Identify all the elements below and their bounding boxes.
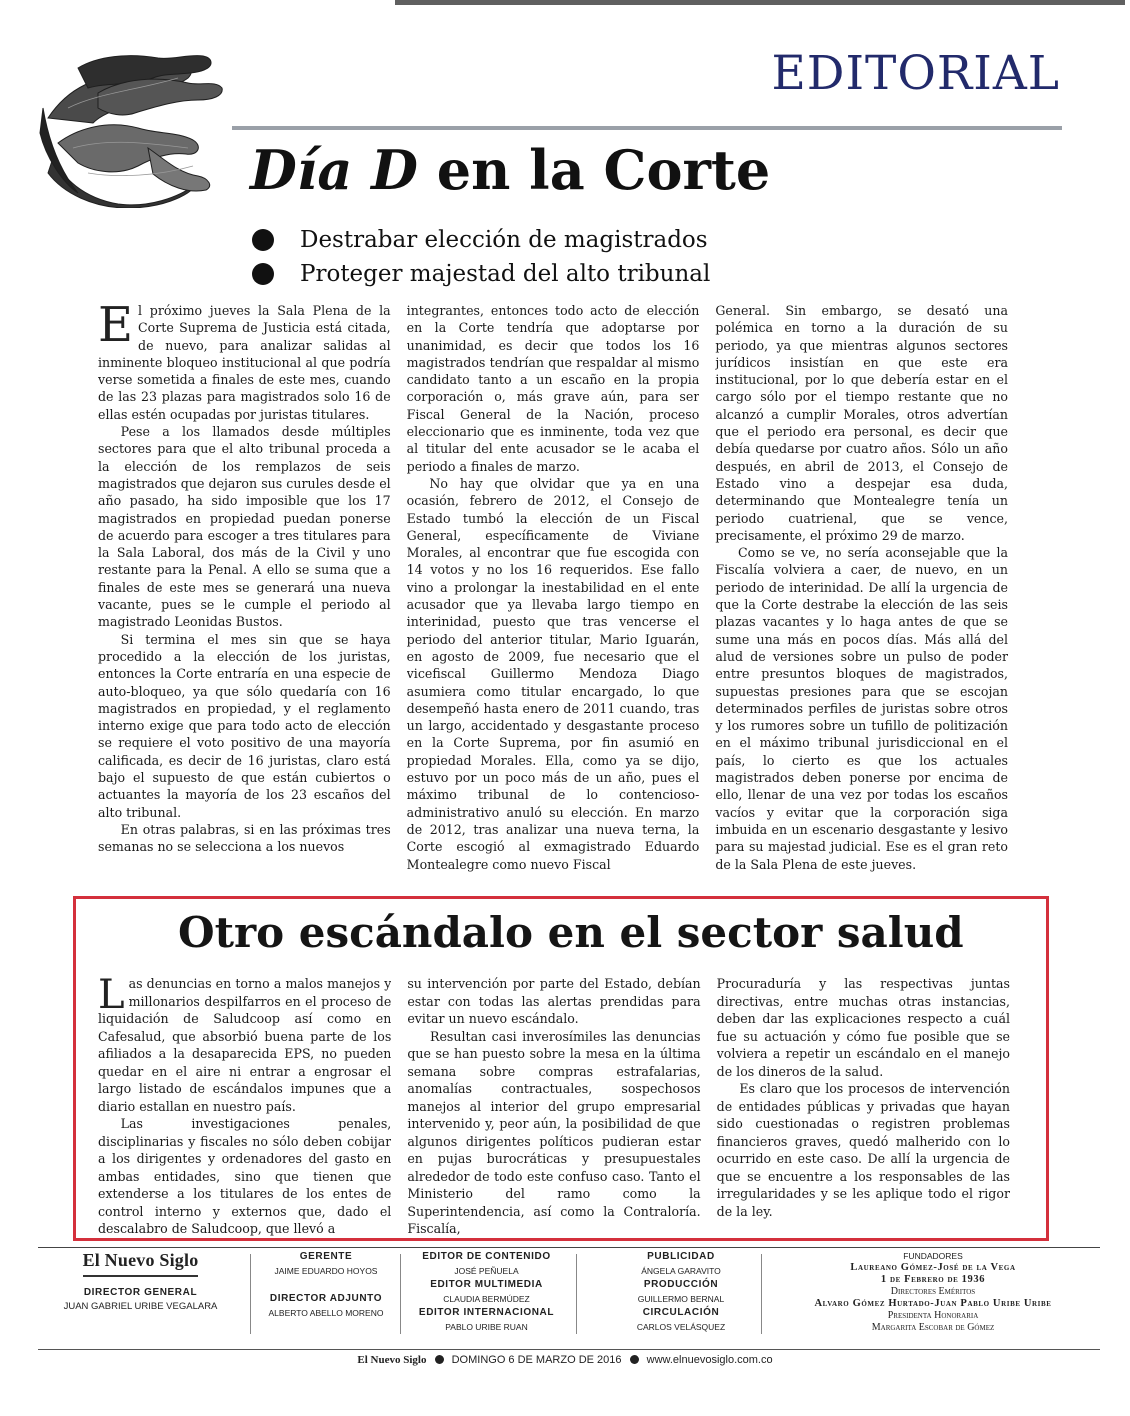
bullet-text: Proteger majestad del alto tribunal xyxy=(300,261,711,287)
paragraph: Si termina el mes sin que se haya procedido a la elección de los juristas, entonces la Corte entraría en una especie de auto-bloqueo, ya que sólo quedaría con 16 magistrados en propiedad, y el reglamento interno exige que para todo acto de elección se requiere el voto positivo de una mayoría calificada, es decir de 16 juristas, claro está bajo el supuesto de que están cubiertos o actuantes la mayoría de los 23 escaños del alto tribunal. xyxy=(98,631,391,820)
second-column-2 xyxy=(407,975,700,1238)
staff-title: FUNDADORES xyxy=(903,1251,963,1261)
staff-title: PRODUCCIÓN xyxy=(643,1279,719,1290)
staff-title: EDITOR DE CONTENIDO xyxy=(422,1251,551,1262)
newspaper-logo: El Nuevo Siglo xyxy=(83,1250,199,1277)
bullet-separator-icon xyxy=(435,1355,444,1364)
staff-title: DIRECTOR ADJUNTO xyxy=(269,1293,383,1304)
bullet-separator-icon xyxy=(630,1355,639,1364)
staff-title: GERENTE xyxy=(299,1251,353,1262)
footer-date: DOMINGO 6 DE MARZO DE 2016 xyxy=(451,1354,622,1366)
staff-name: PABLO URIBE RUAN xyxy=(445,1322,528,1332)
editorial-column-1 xyxy=(98,302,391,873)
editorial-column-3 xyxy=(715,302,1008,873)
paragraph: Las investigaciones penales, disciplinarias y fiscales no sólo deben cobijar a los dirigentes y ordenadores del gasto en ambas entidades, sino que tienen que extenderse a los titulares de los entes de control interno y externos que, dado el descalabro de Saludcoop, que llevó a xyxy=(98,1116,392,1236)
editorial-column-2 xyxy=(407,302,700,873)
paragraph: No hay que olvidar que ya en una ocasión, febrero de 2012, el Consejo de Estado tumbó la elección de un Fiscal General, específicamente de Viviane Morales, al encontrar que fue escogida con 14 votos y no los 16 requeridos. Ese fallo vino a prolongar la inestabilidad en el ente acusador que ya llevaba largo tiempo en interinidad, puesto que tras vencerse el periodo del anterior titular, Mario Iguarán, en agosto de 2009, fue necesario que el vicefiscal Guillermo Mendoza Diago asumiera como titular encargado, lo que desempeñó hasta enero de 2011 cuando, tras un largo, accidentado y desgastante proceso en la Corte Suprema, por fin asumió en propiedad Morales. Ella, como ya se dijo, estuvo por un poco más de un año, pues el máximo tribunal de lo contencioso-administrativo anuló su elección. En marzo de 2012, tras analizar una nueva terna, la Corte escogió al exmagistrado Eduardo Montealegre como nuevo Fiscal xyxy=(406,475,700,872)
page-footer xyxy=(0,1354,1130,1366)
staff-name: JAIME EDUARDO HOYOS xyxy=(274,1266,378,1276)
headline-rest: en la Corte xyxy=(417,138,771,202)
drop-cap: E xyxy=(98,302,134,353)
staff-name: ALBERTO ABELLO MORENO xyxy=(268,1308,384,1318)
paragraph: Como se ve, no sería aconsejable que la Fiscalía volviera a caer, de nuevo, en un periodo de interinidad. De allí la urgencia de que la Corte destrabe la elección de las seis plazas vacantes y lo haga antes de que se sume una más en pocos días. Más allá del alud de versiones sobre un pulso de poder entre presuntos bloques de magistrados, supuestas presiones para que se escojan determinados perfiles de juristas sobre otros y los rumores sobre un tufillo de politización en el máximo tribunal jurisdiccional en el país, lo cierto es que los actuales magistrados deben ponerse por encima de ello, llenar de una vez por todas los escaños vacíos y evitar que la corporación siga imbuida en un escenario desgastante y lesivo para su majestad judicial. Ese es el gran reto de la Sala Plena de este jueves. xyxy=(715,545,1009,872)
staff-title: PUBLICIDAD xyxy=(647,1251,715,1262)
founders-block xyxy=(766,1250,1100,1334)
footer-rule xyxy=(38,1349,1100,1350)
bullet-text: Destrabar elección de magistrados xyxy=(300,227,708,253)
staff-name: JUAN GABRIEL URIBE VEGALARA xyxy=(63,1301,218,1312)
divider xyxy=(250,1254,251,1334)
horses-sculpture-logo xyxy=(38,48,224,208)
top-rule xyxy=(395,0,1125,5)
divider xyxy=(400,1254,401,1334)
staff-block xyxy=(256,1250,396,1320)
bullet-dot-icon xyxy=(252,229,274,251)
staff-block xyxy=(404,1250,569,1334)
bullet-item xyxy=(252,257,710,291)
editorial-bullets xyxy=(252,223,710,291)
paragraph: su intervención por parte del Estado, debían estar con todas las alertas prendidas para evitar un nuevo escándalo. xyxy=(407,976,701,1026)
paragraph: Pese a los llamados desde múltiples sectores para que el alto tribunal proceda a la elección de los remplazos de seis magistrados que dejaron sus curules desde el año pasado, ha sido imposible que los 17 magistrados en propiedad puedan ponerse de acuerdo para escoger a tres titulares para la Sala Laboral, dos más de la Civil y uno restante para la Penal. A ello se suma que a finales de este mes se generará una nueva vacante, pues se le cumple el periodo al magistrado Leonidas Bustos. xyxy=(98,424,391,630)
divider xyxy=(576,1254,577,1334)
staff-title: Directores Eméritos xyxy=(890,1286,976,1297)
divider xyxy=(761,1254,762,1334)
editorial-body xyxy=(98,302,1008,873)
bullet-item xyxy=(252,223,710,257)
second-column-3 xyxy=(717,975,1010,1238)
staff-name: Margarita Escobar de Gómez xyxy=(871,1322,995,1333)
paragraph: El próximo jueves la Sala Plena de la Corte Suprema de Justicia está citada, de nuevo, para analizar salidas al inminente bloqueo institucional al que podría verse sometida a finales de este mes, cuando de las 23 plazas para magistrados solo 16 de ellas estén ocupadas por juristas titulares. xyxy=(98,302,391,422)
staff-name: GUILLERMO BERNAL xyxy=(637,1294,725,1304)
staff-name: JOSÉ PEÑUELA xyxy=(454,1266,519,1276)
editorial-headline xyxy=(250,138,770,202)
staff-title: EDITOR MULTIMEDIA xyxy=(430,1279,543,1290)
drop-cap: L xyxy=(98,975,125,1018)
staff-title: CIRCULACIÓN xyxy=(642,1307,720,1318)
second-headline: Otro escándalo en el sector salud xyxy=(178,908,964,957)
footer-paper-name: El Nuevo Siglo xyxy=(357,1354,427,1366)
masthead-brand-block xyxy=(38,1250,243,1314)
staff-rule xyxy=(38,1247,1100,1248)
staff-name: ÁNGELA GARAVITO xyxy=(641,1266,721,1276)
paragraph: Resultan casi inverosímiles las denuncias que se han puesto sobre la mesa en la última semana sobre compras estrafalarias, anomalías contractuales, sospechosos manejos al interior del grupo empresarial intervenido y, peor aún, la posibilidad de que algunos dirigentes políticos pudieran estar en pujas burocráticas y presupuestales alrededor de todo este confuso caso. Tanto el Ministerio del ramo como la Superintendencia, así como la Contraloría. Fiscalía, xyxy=(407,1028,701,1236)
section-title: EDITORIAL xyxy=(771,46,1060,101)
staff-title: DIRECTOR GENERAL xyxy=(83,1287,198,1298)
second-column-1 xyxy=(98,975,391,1238)
bullet-dot-icon xyxy=(252,263,274,285)
headline-italic: Día D xyxy=(250,138,418,202)
staff-name: Alvaro Gómez Hurtado-Juan Pablo Uribe Uribe xyxy=(814,1298,1052,1309)
staff-title: Presidenta Honoraria xyxy=(887,1310,979,1321)
staff-block xyxy=(606,1250,756,1334)
paragraph: Es claro que los procesos de intervención de entidades públicas y privadas que hayan sido cuestionadas o registren problemas financieros graves, quedó malherido con lo ocurrido en este caso. De allí la urgencia de que se encuentre a los responsables de las irregularidades y se les aplique todo el rigor de la ley. xyxy=(716,1081,1010,1219)
staff-title: EDITOR INTERNACIONAL xyxy=(418,1307,555,1318)
footer-url[interactable]: www.elnuevosiglo.com.co xyxy=(646,1354,773,1366)
paragraph: integrantes, entonces todo acto de elección en la Corte tendría que adoptarse por unanimidad, es decir que todos los 16 magistrados tendrían que respaldar al mismo candidato tanto a un escaño en la propia corporación o, más grave aún, para ser Fiscal General de la Nación, proceso eleccionario que es inminente, toda vez que al titular del ente acusador se le acaba el periodo a finales de marzo. xyxy=(406,303,700,474)
masthead-staff-box xyxy=(38,1250,1100,1340)
staff-date: 1 de Febrero de 1936 xyxy=(880,1274,986,1285)
paragraph: Procuraduría y las respectivas juntas directivas, entre muchas otras instancias, deben dar las explicaciones respecto a cuál fue su actuación y cómo fue posible que se volviera a repetir un escándalo en el manejo de los dineros de la salud. xyxy=(716,976,1010,1079)
paragraph: General. Sin embargo, se desató una polémica en torno a la duración de su periodo, ya que mientras algunos sectores jurídicos insistían en que este era institucional, por lo que debería estar en el cargo sólo por el tiempo restante que no alcanzó a cumplir Morales, otros advertían que el periodo era personal, es decir que debía quedarse por cuatro años. Sólo un año después, en abril de 2013, el Consejo de Estado vino a despejar esa duda, determinando que Montealegre tenía un periodo cuatrienal, que se vence, precisamente, el próximo 29 de marzo. xyxy=(715,303,1009,543)
section-rule xyxy=(232,126,1062,130)
paragraph: En otras palabras, si en las próximas tres semanas no se selecciona a los nuevos xyxy=(98,821,391,855)
staff-name: Laureano Gómez-José de la Vega xyxy=(850,1262,1016,1273)
second-article-body xyxy=(98,975,1010,1238)
staff-name: CARLOS VELÁSQUEZ xyxy=(636,1322,726,1332)
paragraph: Las denuncias en torno a malos manejos y millonarios despilfarros en el proceso de liquidación de Saludcoop así como en Cafesalud, que absorbió buena parte de los afiliados a la desaparecida EPS, no pueden quedar en el aire ni entrar a engrosar el largo listado de escándalos impunes que a diario estallan en nuestro país. xyxy=(98,975,392,1114)
staff-name: CLAUDIA BERMÚDEZ xyxy=(443,1294,530,1304)
